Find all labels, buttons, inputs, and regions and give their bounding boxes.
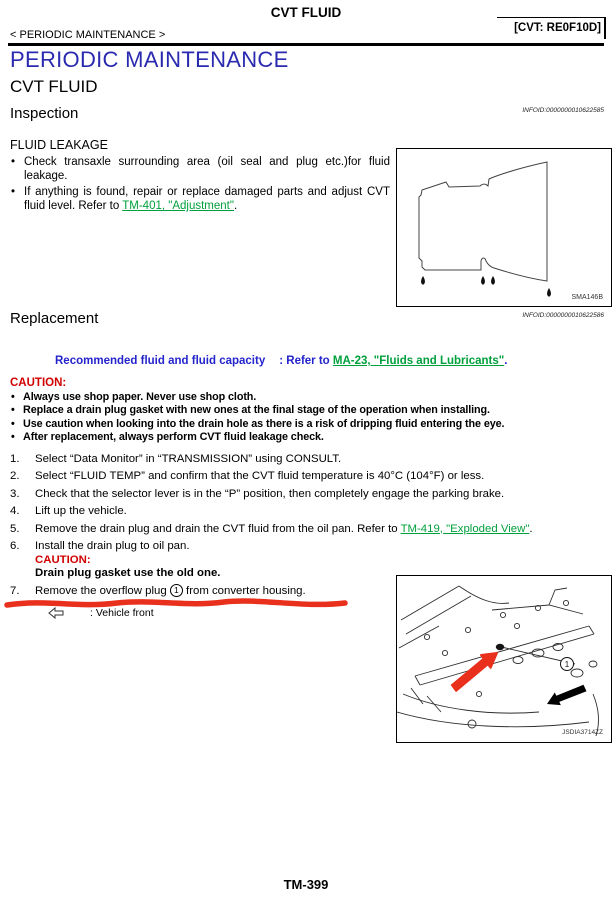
step-2 xyxy=(10,469,612,483)
recommended-fluid-line xyxy=(55,354,612,369)
figure-marker-text: 1 xyxy=(564,660,570,669)
step-text: . xyxy=(529,522,533,535)
bullet-icon: • xyxy=(11,431,15,444)
step-number: 7. xyxy=(10,584,20,597)
list-item xyxy=(10,391,612,404)
page-number: TM-399 xyxy=(283,877,329,892)
step-text: Check that the selector lever is in the “P” position, then completely engage the parking brake. xyxy=(35,487,505,500)
bullet-icon: • xyxy=(11,186,16,198)
step-number: 1. xyxy=(10,452,20,465)
step-number: 3. xyxy=(10,487,20,500)
step-text: Remove the overflow plug xyxy=(35,584,170,597)
step-1 xyxy=(10,452,612,466)
fluid-drip-icon xyxy=(421,276,425,285)
bullet-icon: • xyxy=(11,391,15,403)
caution-text: Always use shop paper. Never use shop cloth. xyxy=(23,391,257,403)
fluid-drip-icon xyxy=(491,276,495,285)
page-subheading: CVT FLUID xyxy=(10,77,98,96)
step-number: 6. xyxy=(10,540,20,553)
variant-tag: [CVT: RE0F10D] xyxy=(497,17,606,39)
overflow-plug xyxy=(496,644,504,650)
caution-bullets xyxy=(10,391,612,445)
fluid-line-period: . xyxy=(504,355,508,367)
header-rule xyxy=(8,43,604,46)
fluid-capacity-label: Recommended fluid and fluid capacity xyxy=(55,355,266,367)
black-front-arrow-icon xyxy=(547,685,587,705)
bullet-text: Check transaxle surrounding area (oil seal and plug etc.)for fluid leakage. xyxy=(24,156,390,182)
header-row xyxy=(10,22,604,43)
figure-overflow-plug xyxy=(396,575,612,743)
list-item xyxy=(10,431,612,444)
transaxle-outline xyxy=(419,162,547,281)
fluid-drip-icon xyxy=(547,288,551,297)
fluid-leakage-heading: FLUID LEAKAGE xyxy=(10,138,108,152)
replacement-infoid: INFOID:0000000010622586 xyxy=(522,312,604,319)
inspection-infoid: INFOID:0000000010622585 xyxy=(522,107,604,114)
step-text: Lift up the vehicle. xyxy=(35,505,127,518)
step-text: from converter housing. xyxy=(182,584,306,597)
vehicle-front-arrow-icon xyxy=(48,607,64,619)
caution-text: Use caution when looking into the drain hole as there is a risk of dripping fluid entering the eye. xyxy=(23,417,505,430)
caution-text: Replace a drain plug gasket with new ones at the final stage of the operation when installing. xyxy=(23,404,490,417)
fluid-drip-icon xyxy=(481,276,485,285)
list-item xyxy=(10,185,390,213)
list-item xyxy=(10,418,612,431)
step-text: Remove the drain plug and drain the CVT fluid from the oil pan. Refer to xyxy=(35,522,401,535)
step-3 xyxy=(10,487,612,501)
caution-label: CAUTION: xyxy=(10,377,67,389)
page-heading: PERIODIC MAINTENANCE xyxy=(10,47,289,72)
step-6 xyxy=(10,539,612,580)
refer-text: : Refer to xyxy=(279,355,333,367)
replacement-heading: Replacement xyxy=(10,310,99,327)
transaxle-drawing xyxy=(397,149,609,304)
step-text: Install the drain plug to oil pan. xyxy=(35,540,190,553)
link-ma23-fluids[interactable]: MA-23, "Fluids and Lubricants" xyxy=(332,355,505,367)
step-4 xyxy=(10,504,612,518)
link-tm401-adjustment[interactable]: TM-401, "Adjustment" xyxy=(122,200,234,212)
figure-label: SMA146B xyxy=(571,294,603,301)
inspection-heading: Inspection xyxy=(10,105,79,122)
legend-label: : Vehicle front xyxy=(90,606,154,619)
bullet-text: If anything is found, repair or replace damaged parts and adjust CVT fluid level. Refer to xyxy=(24,186,390,212)
doc-title: CVT FLUID xyxy=(270,5,342,20)
step-number: 5. xyxy=(10,522,20,535)
step-number: 2. xyxy=(10,470,20,483)
bullet-icon: • xyxy=(11,404,15,417)
step-5 xyxy=(10,522,612,536)
bullet-text: . xyxy=(233,200,238,212)
inspection-heading-row xyxy=(10,105,604,122)
list-item xyxy=(10,404,612,417)
link-tm419-exploded-view[interactable]: TM-419, "Exploded View" xyxy=(400,522,530,535)
underbody-drawing xyxy=(397,576,609,740)
circled-1-marker: 1 xyxy=(170,584,183,597)
caution-text: After replacement, always perform CVT fluid leakage check. xyxy=(23,431,324,444)
step-caution-label: CAUTION: xyxy=(35,554,91,567)
step-text: Select “FLUID TEMP” and confirm that the CVT fluid temperature is 40°C (104°F) or less. xyxy=(35,470,485,483)
fluid-leakage-bullets xyxy=(10,155,390,213)
breadcrumb: < PERIODIC MAINTENANCE > xyxy=(10,29,166,41)
list-item xyxy=(10,155,390,183)
step-caution-text: Drain plug gasket use the old one. xyxy=(35,567,221,580)
step-text: Select “Data Monitor” in “TRANSMISSION” using CONSULT. xyxy=(35,452,342,465)
step-number: 4. xyxy=(10,505,20,518)
bullet-icon: • xyxy=(11,417,15,430)
figure-label: JSDIA3714ZZ xyxy=(562,729,603,736)
replacement-heading-row xyxy=(10,310,604,327)
bullet-icon: • xyxy=(11,156,16,168)
figure-transaxle-leakage xyxy=(396,148,612,307)
